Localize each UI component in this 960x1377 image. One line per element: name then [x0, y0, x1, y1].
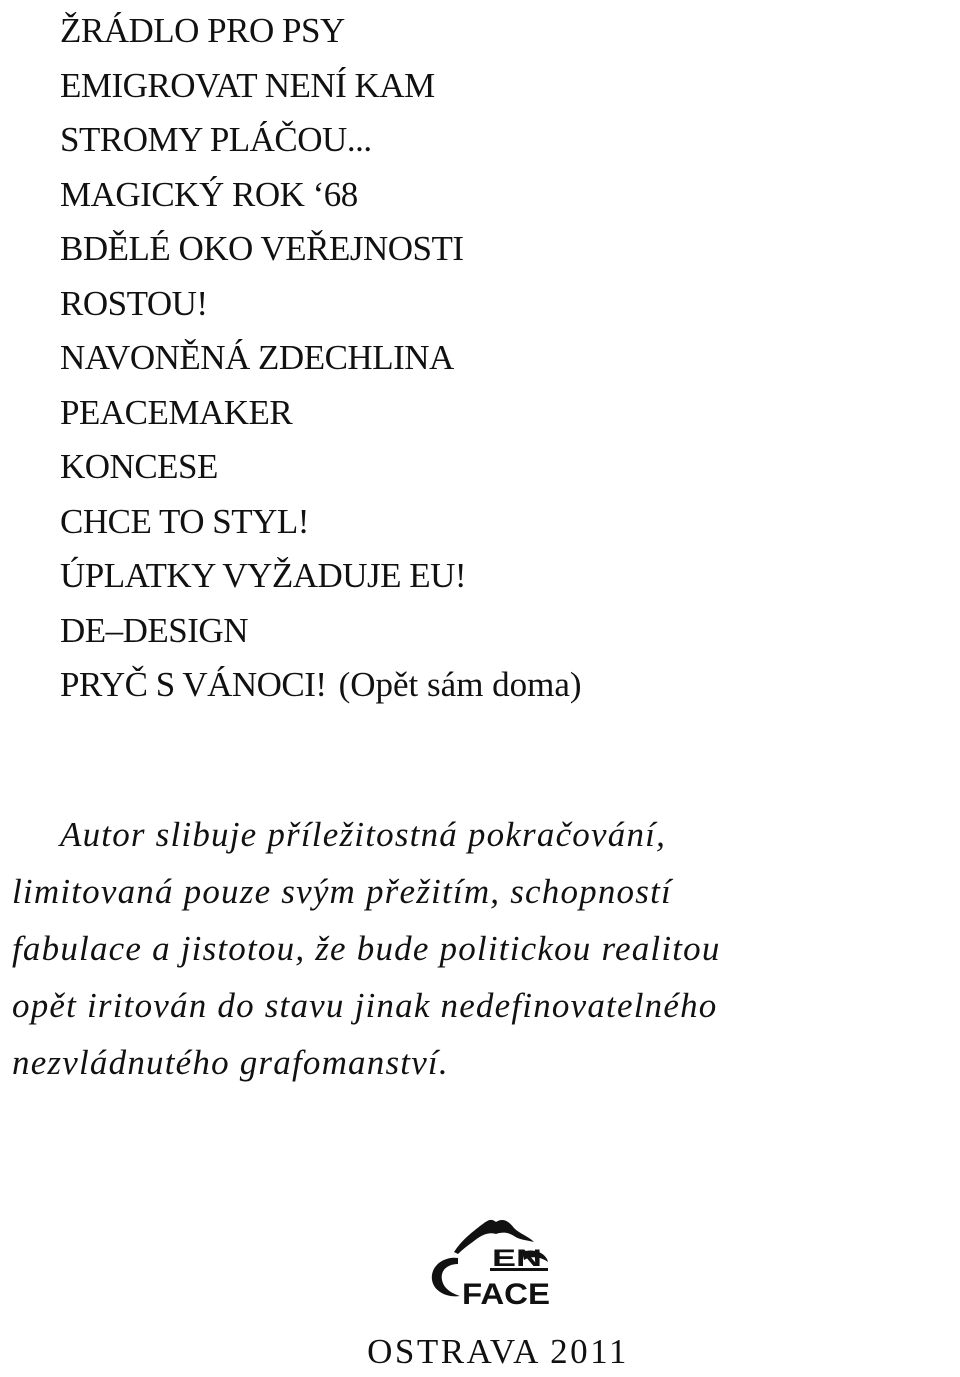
- title-item: [60, 168, 582, 223]
- title-text: ROSTOU!: [60, 283, 208, 323]
- title-item: [60, 440, 582, 495]
- logo-text-en: EN: [492, 1245, 542, 1272]
- title-item: [60, 331, 582, 386]
- title-text: EMIGROVAT NENÍ KAM: [60, 65, 435, 105]
- title-text: ÚPLATKY VYŽADUJE EU!: [60, 556, 467, 595]
- title-subtitle: (Opět sám doma): [338, 665, 582, 704]
- title-item: [60, 277, 582, 332]
- title-item: [60, 658, 582, 713]
- note-line: opět iritován do stavu jinak nedefinovatelného: [12, 986, 718, 1025]
- note-line: nezvládnutého grafomanství.: [12, 1043, 449, 1082]
- title-item: [60, 549, 582, 604]
- title-item: [60, 495, 582, 550]
- swirl-icon: [432, 1258, 460, 1297]
- title-text: CHCE TO STYL!: [60, 501, 309, 541]
- title-item: [60, 222, 582, 277]
- title-text: ŽRÁDLO PRO PSY: [60, 11, 345, 50]
- title-text: BDĚLÉ OKO VEŘEJNOSTI: [60, 229, 464, 268]
- note-line: Autor slibuje příležitostná pokračování,: [60, 815, 667, 854]
- note-line: limitovaná pouze svým přežitím, schopností: [12, 872, 672, 911]
- title-text: KONCESE: [60, 447, 218, 486]
- title-item: [60, 4, 582, 59]
- title-list: [60, 4, 582, 713]
- title-text: PEACEMAKER: [60, 392, 293, 432]
- publisher-logo: [424, 1212, 554, 1312]
- note-line: fabulace a jistotou, že bude politickou realitou: [12, 929, 721, 968]
- title-item: [60, 604, 582, 659]
- title-item: [60, 59, 582, 114]
- title-item: [60, 113, 582, 168]
- place-year: OSTRAVA 2011: [367, 1332, 629, 1371]
- title-item: [60, 386, 582, 441]
- title-text: DE–DESIGN: [60, 610, 248, 650]
- author-note: [12, 806, 957, 1091]
- title-text: PRYČ S VÁNOCI!: [60, 665, 327, 704]
- title-text: MAGICKÝ ROK ‘68: [60, 174, 358, 214]
- logo-text-face: FACE: [462, 1278, 550, 1311]
- title-text: STROMY PLÁČOU...: [60, 120, 372, 159]
- title-text: NAVONĚNÁ ZDECHLINA: [60, 338, 454, 377]
